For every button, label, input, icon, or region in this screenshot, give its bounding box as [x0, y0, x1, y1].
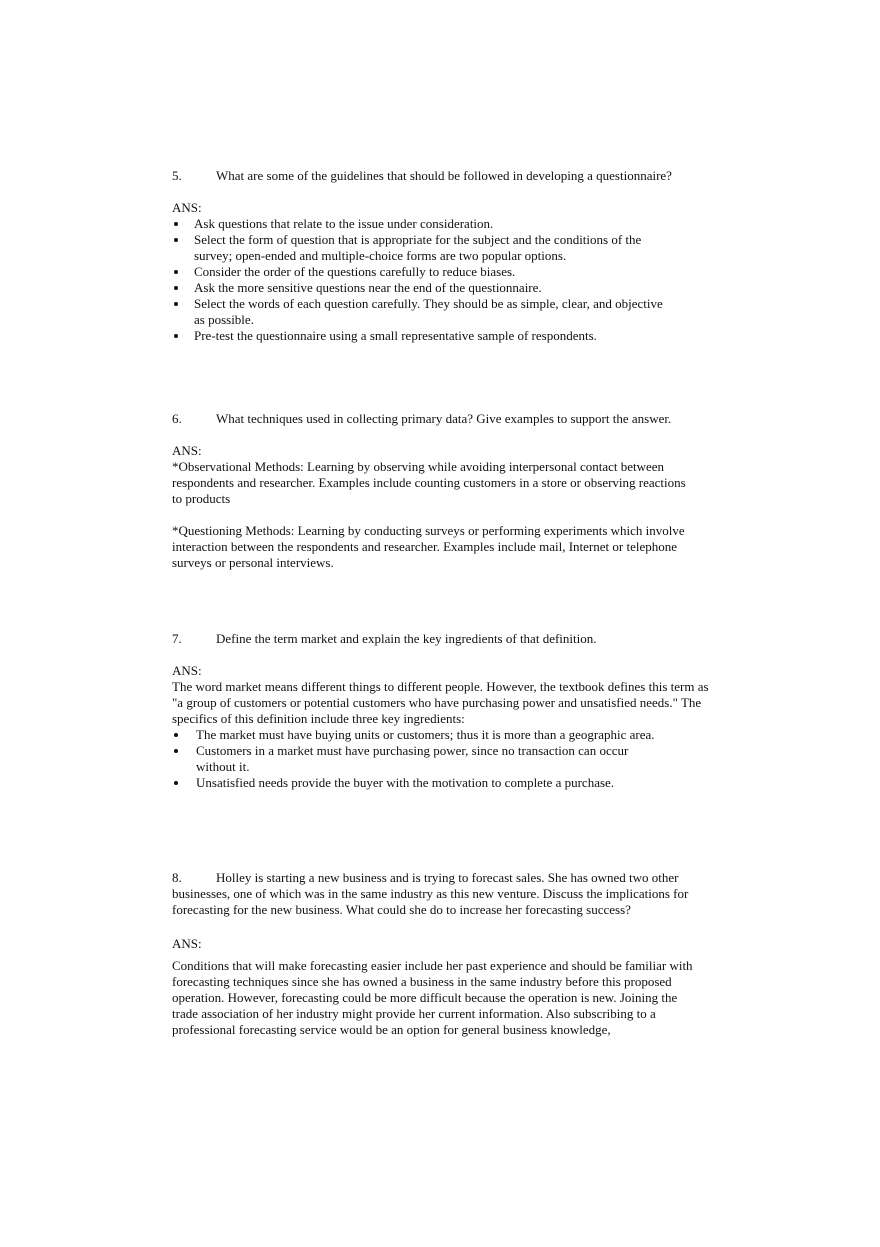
bullet-item: Unsatisfied needs provide the buyer with the motivation to complete a purchase.	[172, 775, 696, 791]
answer-paragraph: *Questioning Methods: Learning by conducting surveys or performing experiments which involve interaction between the respondents and researcher. Examples include mail, Internet or telephone surveys or personal interviews.	[172, 523, 685, 570]
answer-bullet-list	[172, 216, 672, 344]
answer-label: ANS:	[172, 443, 202, 458]
question-8-heading	[172, 870, 717, 918]
question-6	[172, 411, 717, 571]
bullet-item: Ask the more sensitive questions near the end of the questionnaire.	[172, 280, 672, 296]
bullet-item: Consider the order of the questions carefully to reduce biases.	[172, 264, 672, 280]
bullet-item: Ask questions that relate to the issue under consideration.	[172, 216, 672, 232]
bullet-item: Pre-test the questionnaire using a small representative sample of respondents.	[172, 328, 672, 344]
question-number: 5.	[172, 168, 182, 183]
answer-intro: The word market means different things to different people. However, the textbook defines this term as "a group of customers or potential customers who have purchasing power and unsatisfied needs." The specifics of this definition include three key ingredients:	[172, 679, 709, 726]
question-6-heading	[172, 411, 717, 427]
question-number: 8.	[172, 870, 182, 885]
answer-bullet-list	[172, 727, 656, 791]
question-text: What techniques used in collecting primary data? Give examples to support the answer.	[216, 411, 672, 426]
question-number: 6.	[172, 411, 182, 426]
answer-label: ANS:	[172, 663, 202, 678]
bullet-item: The market must have buying units or customers; thus it is more than a geographic area.	[172, 727, 656, 743]
answer-label: ANS:	[172, 200, 202, 215]
answer-paragraph: *Observational Methods: Learning by observing while avoiding interpersonal contact between respondents and researcher. Examples include counting customers in a store or observing reactions to products	[172, 459, 686, 506]
bullet-item: Customers in a market must have purchasing power, since no transaction can occur without it.	[172, 743, 656, 775]
question-text: Define the term market and explain the key ingredients of that definition.	[216, 631, 597, 646]
question-number: 7.	[172, 631, 182, 646]
question-text: Holley is starting a new business and is trying to forecast sales. She has owned two other businesses, one of which was in the same industry as this new venture. Discuss the implications for forecasting for the new business. What could she do to increase her forecasting success?	[172, 870, 689, 917]
question-7	[172, 631, 717, 791]
bullet-item: Select the words of each question carefully. They should be as simple, clear, and objective as possible.	[172, 296, 670, 328]
question-5	[172, 168, 717, 344]
question-text: What are some of the guidelines that should be followed in developing a questionnaire?	[216, 168, 672, 183]
bullet-item: Select the form of question that is appropriate for the subject and the conditions of the survey; open-ended and multiple-choice forms are two popular options.	[172, 232, 670, 264]
question-8	[172, 870, 717, 1038]
paragraph-gap	[172, 507, 717, 523]
question-7-heading	[172, 631, 717, 647]
answer-paragraph: Conditions that will make forecasting easier include her past experience and should be familiar with forecasting techniques since she has owned a business in the same industry before this proposed operation. However, forecasting could be more difficult because the operation is new. Joining the trade association of her industry might provide her current information. Also subscribing to a professional forecasting service would be an option for general business knowledge,	[172, 958, 693, 1037]
question-5-heading	[172, 168, 717, 184]
answer-label: ANS:	[172, 936, 202, 951]
